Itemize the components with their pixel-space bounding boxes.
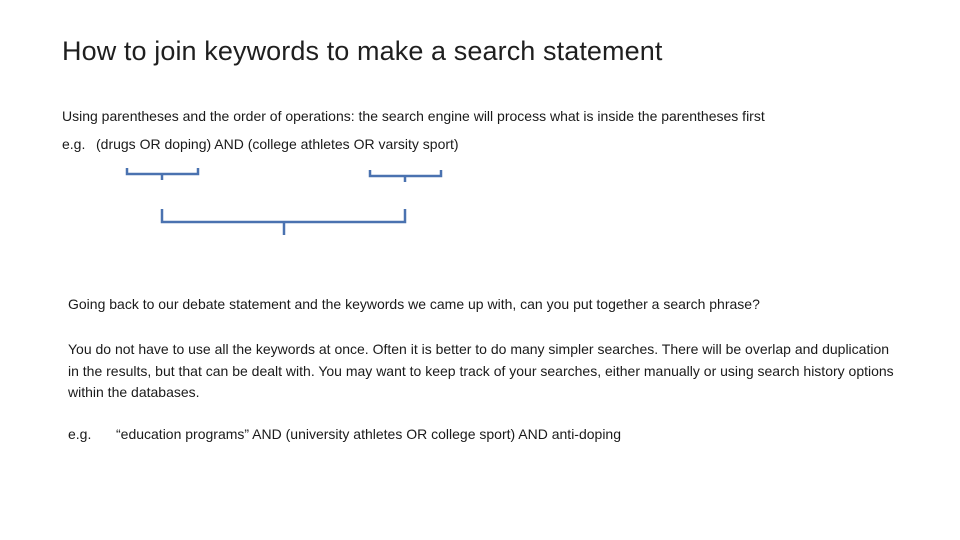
bracket-combined <box>162 209 405 222</box>
question-text: Going back to our debate statement and the keywords we came up with, can you put together a search phrase? <box>68 296 760 312</box>
intro-text: Using parentheses and the order of operations: the search engine will process what is inside the parentheses first <box>62 108 765 124</box>
example-line-1 <box>62 136 459 152</box>
example-1-prefix: e.g. <box>62 136 86 152</box>
example-2-text: “education programs” AND (university athletes OR college sport) AND anti-doping <box>116 426 622 442</box>
advice-paragraph: You do not have to use all the keywords at once. Often it is better to do many simpler searches. There will be overlap and duplication in the results, but that can be dealt with. You may want to keep track of your searches, either manually or using search history options within the databases. <box>68 341 894 400</box>
example-1-text: (drugs OR doping) AND (college athletes OR varsity sport) <box>96 136 459 152</box>
slide-title: How to join keywords to make a search statement <box>62 36 663 66</box>
example-2-prefix: e.g. <box>68 426 92 442</box>
example-line-2 <box>68 426 621 442</box>
bracket-left-group <box>127 168 198 174</box>
bracket-right-group <box>370 170 441 176</box>
